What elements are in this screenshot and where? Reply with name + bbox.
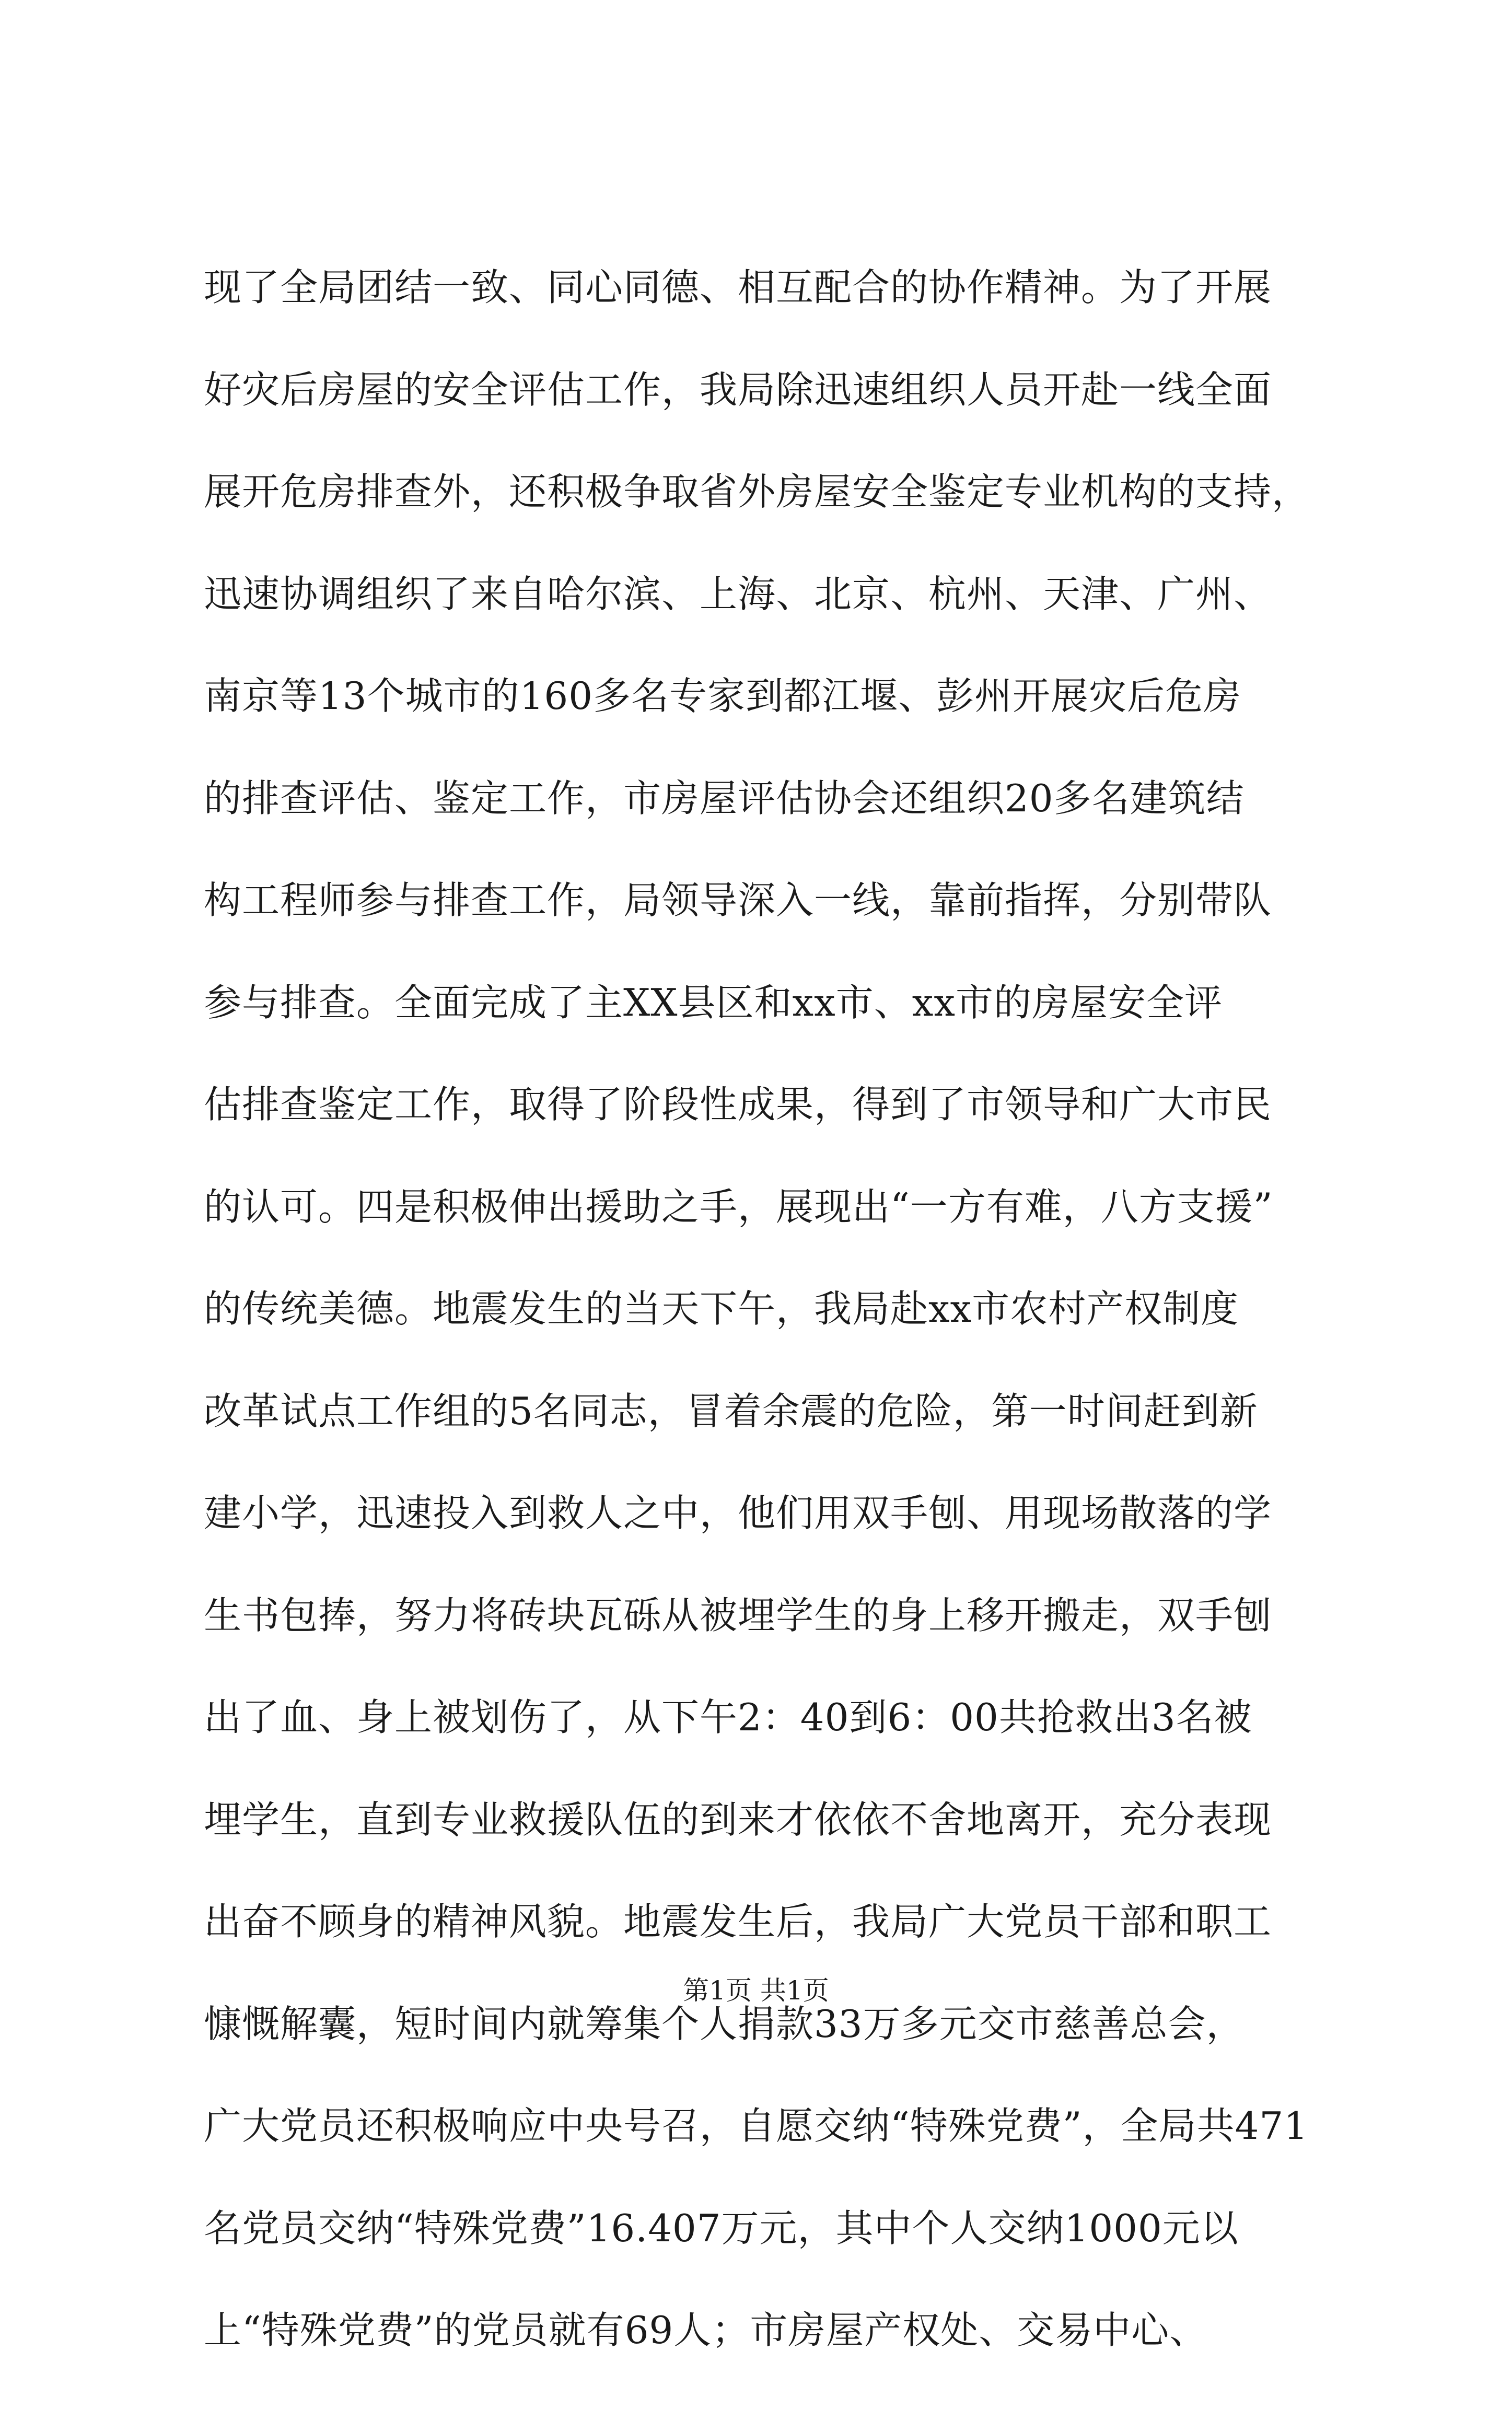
text-line: 的传统美德。地震发生的当天下午，我局赴xx市农村产权制度 (204, 1287, 1239, 1331)
text-line: 南京等13个城市的160多名专家到都江堰、彭州开展灾后危房 (204, 674, 1242, 718)
text-line: 名党员交纳“特殊党费”16.407万元，其中个人交纳1000元以 (204, 2206, 1239, 2250)
text-line: 慷慨解囊，短时间内就筹集个人捐款33万多元交市慈善总会， (204, 2001, 1245, 2046)
text-line: 出奋不顾身的精神风貌。地震发生后，我局广大党员干部和职工 (204, 1900, 1272, 1944)
page-number: 第1页 共1页 (683, 1975, 829, 2006)
text-line: 改革试点工作组的5名同志，冒着余震的危险，第一时间赶到新 (204, 1389, 1258, 1433)
text-line: 建小学，迅速投入到救人之中，他们用双手刨、用现场散落的学 (204, 1491, 1272, 1535)
text-line: 好灾后房屋的安全评估工作，我局除迅速组织人员开赴一线全面 (204, 367, 1272, 412)
text-line: 迅速协调组织了来自哈尔滨、上海、北京、杭州、天津、广州、 (204, 572, 1272, 616)
text-line: 现了全局团结一致、同心同德、相互配合的协作精神。为了开展 (204, 265, 1272, 309)
text-line: 的认可。四是积极伸出援助之手，展现出“一方有难，八方支援” (204, 1184, 1273, 1229)
body-text (204, 264, 1369, 2409)
text-line: 的排查评估、鉴定工作，市房屋评估协会还组织20多名建筑结 (204, 776, 1245, 820)
text-line: 估排查鉴定工作，取得了阶段性成果，得到了市领导和广大市民 (204, 1083, 1272, 1126)
text-line: 展开危房排查外，还积极争取省外房屋安全鉴定专业机构的支持， (204, 470, 1310, 514)
text-line: 参与排查。全面完成了主XX县区和xx市、xx市的房屋安全评 (204, 980, 1223, 1025)
text-line: 构工程师参与排查工作，局领导深入一线，靠前指挥，分别带队 (204, 878, 1272, 922)
text-line: 生书包捧，努力将砖块瓦砾从被埋学生的身上移开搬走，双手刨 (204, 1593, 1272, 1637)
page-footer (0, 1972, 1512, 2009)
text-line: 出了血、身上被划伤了，从下午2：40到6：00共抢救出3名被 (204, 1695, 1252, 1739)
text-line: 埋学生，直到专业救援队伍的到来才依依不舍地离开，充分表现 (204, 1797, 1272, 1842)
text-line: 上“特殊党费”的党员就有69人；市房屋产权处、交易中心、 (204, 2308, 1208, 2352)
text-line: 广大党员还积极响应中央号召，自愿交纳“特殊党费”，全局共471 (204, 2104, 1309, 2148)
